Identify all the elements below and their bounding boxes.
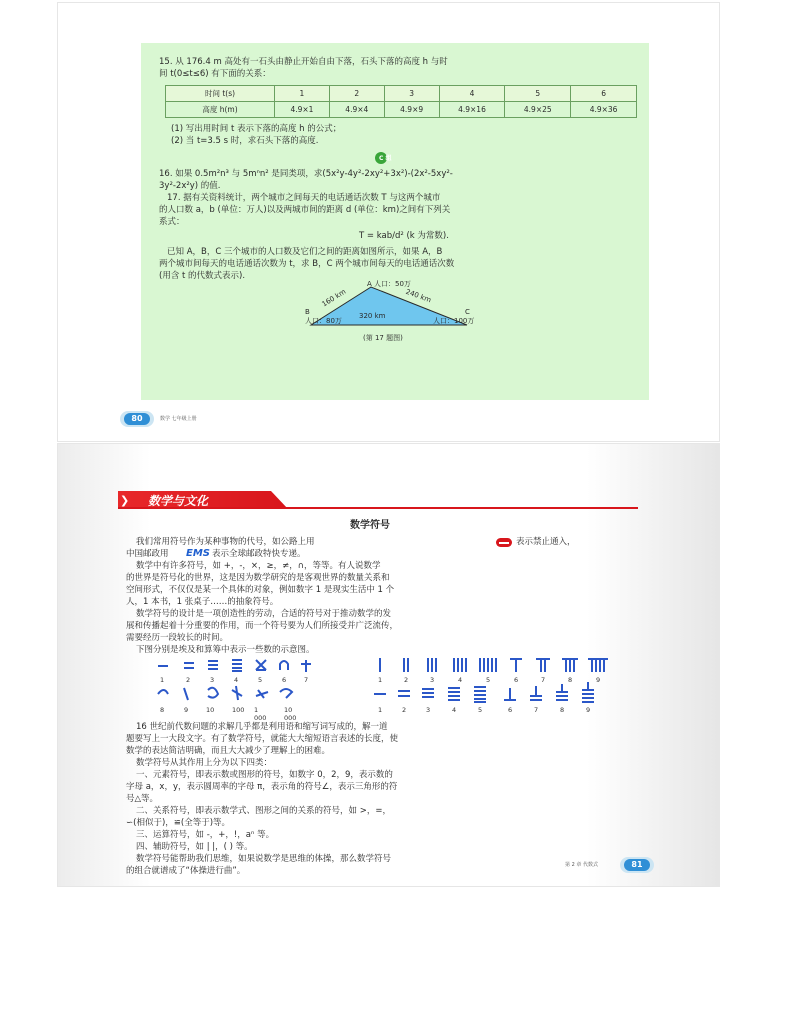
table-cell: 1: [275, 86, 330, 102]
para-line: 展和传播起着十分重要的作用，而一个符号要为人们所接受并广泛流传，: [126, 621, 399, 631]
numeral-label: 8: [568, 676, 573, 684]
numeral-label: 10: [206, 706, 215, 714]
table-cell: 5: [505, 86, 571, 102]
numeral-label: 6: [514, 676, 519, 684]
numeral-label: 3: [426, 706, 431, 714]
numeral-label: 8: [160, 706, 165, 714]
footer-text: 数学 七年级上册: [160, 416, 197, 422]
para-line: 四、辅助符号，如 | |，( ) 等。: [136, 842, 253, 852]
city-b-label: B: [305, 308, 310, 316]
para-line: 的世界是符号化的世界，这是因为数学研究的是客观世界的数量关系和: [126, 573, 390, 583]
table-cell: 6: [571, 86, 637, 102]
q17-line6: (用含 t 的代数式表示).: [159, 271, 246, 281]
numeral-label: 9: [596, 676, 601, 684]
table-cell: 4.9×1: [275, 102, 330, 118]
para-line: 人，1 本书，1 张桌子……的抽象符号。: [126, 597, 279, 607]
numeral-label: 2: [404, 676, 409, 684]
numeral-label: 2: [402, 706, 407, 714]
para-line: 题要写上一大段文字。有了数学符号，就能大大缩短语言表述的长度，使: [126, 734, 399, 744]
para-line: 号△等。: [126, 794, 159, 804]
numeral-label: 1: [378, 706, 383, 714]
city-a-label: A 人口：50万: [367, 280, 411, 288]
para-line: 数学符号能帮助我们思维，如果说数学是思维的体操，那么数学符号: [136, 854, 392, 864]
numeral-label: 1 000: [254, 706, 267, 722]
numeral-label: 5: [478, 706, 483, 714]
para-line: 一、元素符号，即表示数或图形的符号，如数字 0，2，9，表示数的: [136, 770, 393, 780]
section-c-label: C 组: [379, 155, 392, 162]
table-cell: 4.9×9: [384, 102, 439, 118]
para-line: 数学中有许多符号，如 +，-，×，≥，≠，∩，等等。有人说数学: [136, 561, 381, 571]
q16-line2: 3y²-2x²y) 的值.: [159, 181, 221, 191]
city-c-population: 人口：100万: [433, 317, 475, 325]
para-line: 二、关系符号，即表示数学式、图形之间的关系的符号，如 >，=，: [136, 806, 391, 816]
table-cell: 4: [439, 86, 505, 102]
para-line: 需要经历一段较长的时间。: [126, 633, 229, 643]
table-cell: 高度 h(m): [166, 102, 275, 118]
figure-caption: (第 17 题图): [363, 334, 403, 342]
numeral-label: 100: [232, 706, 245, 714]
exercise-panel: [141, 43, 649, 400]
q15-sub1: (1) 写出用时间 t 表示下落的高度 h 的公式；: [171, 124, 342, 134]
formula: T = kab/d² (k 为常数).: [359, 231, 449, 241]
height-time-table: [165, 85, 637, 118]
q17-line4: 已知 A，B，C 三个城市的人口数及它们之间的距离如图所示，如果 A，B: [167, 247, 443, 257]
rod-numerals: [374, 658, 608, 702]
q15-line2: 间 t(0≤t≤6) 有下面的关系：: [159, 69, 271, 79]
para-line: 数学的表达简洁明确，而且大大减少了理解上的困难。: [126, 746, 331, 756]
para-line: 的组合就谱成了“体操进行曲”。: [126, 866, 246, 876]
para-line: 表示全球邮政特快专递。: [212, 549, 306, 559]
table-cell: 4.9×25: [505, 102, 571, 118]
para-line: 数学符号从其作用上分为以下四类：: [136, 758, 273, 768]
numeral-label: 4: [234, 676, 239, 684]
numeral-label: 7: [304, 676, 309, 684]
distance-bc: 320 km: [359, 312, 386, 320]
para-line: 三、运算符号，如 -，+，!，aⁿ 等。: [136, 830, 275, 840]
article-title: 数学符号: [350, 520, 390, 531]
numeral-label: 5: [486, 676, 491, 684]
numeral-label: 3: [430, 676, 435, 684]
footer-text: 第 2 章 代数式: [565, 862, 598, 868]
distance-ac: 240 km: [404, 287, 433, 305]
table-cell: 4.9×36: [571, 102, 637, 118]
para-line: 空间形式，不仅仅是某一个具体的对象，例如数字 1 是现实生活中 1 个: [126, 585, 395, 595]
para-line: 16 世纪前代数问题的求解几乎都是利用语和缩写词写成的，解一道: [136, 722, 388, 732]
numeral-label: 2: [186, 676, 191, 684]
para-line: 中国邮政用: [126, 549, 169, 559]
no-entry-sign-icon: [496, 538, 512, 547]
q16-line1: 16. 如果 0.5m²n³ 与 5mⁿn² 是同类项，求(5x²y-4y²-2xy²+3x²)-(2x²-5xy²-: [159, 169, 453, 179]
numeral-label: 5: [258, 676, 263, 684]
page-number-81: 81: [624, 859, 650, 871]
numeral-label: 4: [458, 676, 463, 684]
page-number-80: 80: [124, 413, 150, 425]
para-line: 字母 a，x，y，表示圆周率的字母 π，表示角的符号∠，表示三角形的符: [126, 782, 398, 792]
ems-logo-icon: EMS: [186, 548, 210, 559]
numeral-label: 7: [534, 706, 539, 714]
q17-line2: 的人口数 a，b (单位：万人)以及两城市间的距离 d (单位：km)之间有下列关: [159, 205, 451, 215]
numeral-label: 10 000: [284, 706, 297, 722]
banner-title: 数学与文化: [148, 494, 209, 508]
table-header-row: [166, 86, 637, 102]
swirl-icon: ❯: [120, 494, 130, 507]
textbook-page-80: [57, 2, 720, 442]
table-row: [166, 102, 637, 118]
table-cell: 4.9×4: [329, 102, 384, 118]
q17-line1: 17. 据有关资料统计，两个城市之间每天的电话通话次数 T 与这两个城市: [167, 193, 441, 203]
para-line: 数学符号的设计是一项创造性的劳动，合适的符号对于推动数学的发: [136, 609, 392, 619]
numeral-label: 9: [586, 706, 591, 714]
para-line: 我们常用符号作为某种事物的代号，如公路上用: [136, 537, 315, 547]
numeral-label: 9: [184, 706, 189, 714]
q15-line1: 15. 从 176.4 m 高处有一石头由静止开始自由下落，石头下落的高度 h 与时: [159, 57, 448, 67]
numeral-label: 1: [378, 676, 383, 684]
textbook-page-81: [57, 443, 720, 887]
para-line: 下图分别是埃及和算筹中表示一些数的示意图。: [136, 645, 315, 655]
city-c-label: C: [465, 308, 470, 316]
numeral-label: 7: [541, 676, 546, 684]
distance-ab: 160 km: [320, 287, 348, 309]
q17-line5: 两个城市间每天的电话通话次数为 t，求 B，C 两个城市间每天的电话通话次数: [159, 259, 455, 269]
table-cell: 3: [384, 86, 439, 102]
numeral-label: 1: [160, 676, 165, 684]
q15-sub2: (2) 当 t=3.5 s 时，求石头下落的高度.: [171, 136, 319, 146]
numeral-label: 3: [210, 676, 215, 684]
numeral-label: 4: [452, 706, 457, 714]
city-b-population: 人口：80万: [305, 317, 342, 325]
numeral-label: 6: [508, 706, 513, 714]
table-cell: 2: [329, 86, 384, 102]
para-line: 表示禁止通入，: [516, 537, 576, 547]
numeral-label: 8: [560, 706, 565, 714]
q17-line3: 系式：: [159, 217, 185, 227]
table-cell: 时间 t(s): [166, 86, 275, 102]
table-cell: 4.9×16: [439, 102, 505, 118]
numeral-label: 6: [282, 676, 287, 684]
para-line: ∽(相似于)，≌(全等于)等。: [126, 818, 231, 828]
